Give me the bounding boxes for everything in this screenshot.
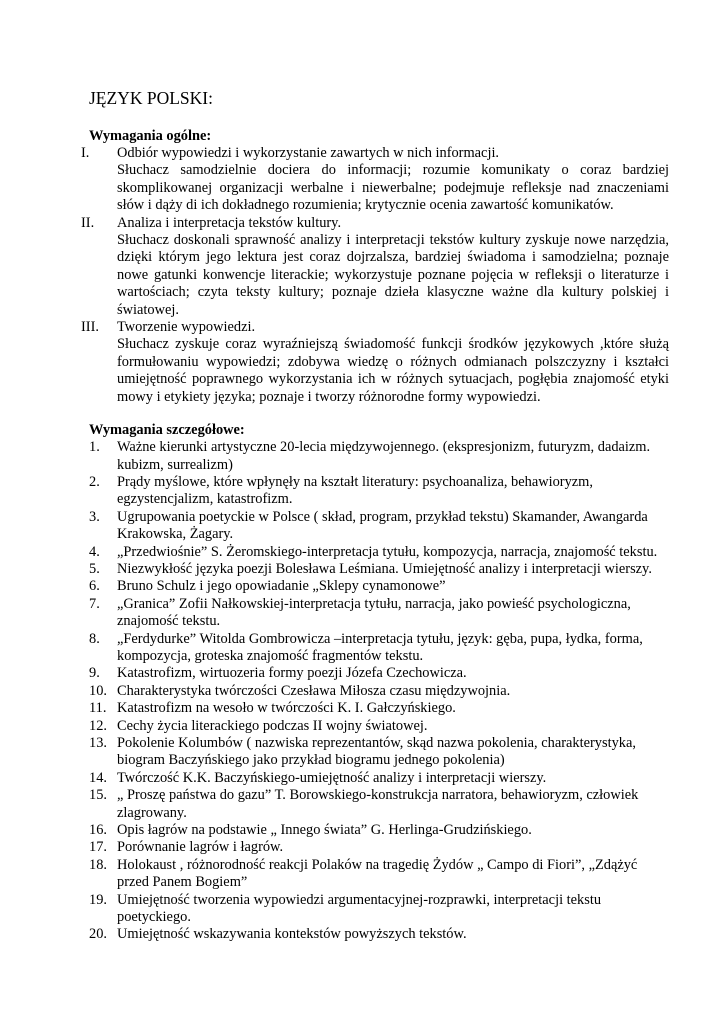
list-item — [89, 857, 669, 892]
item-title: Odbiór wypowiedzi i wykorzystanie zawartych w nich informacji. — [117, 145, 500, 161]
item-number: 4. — [89, 543, 100, 560]
item-text: Holokaust , różnorodność reakcji Polaków na tragedię Żydów „ Campo di Fiori”, „Zdążyć przed Panem Bogiem” — [117, 856, 638, 891]
item-number: 7. — [89, 595, 100, 612]
section-spacer — [89, 406, 669, 422]
item-text: „Przedwiośnie” S. Żeromskiego-interpretacja tytułu, kompozycja, narracja, znajomość tekstu. — [117, 543, 658, 560]
item-description: Słuchacz samodzielnie dociera do informacji; rozumie komunikaty o coraz bardziej skomplikowanej organizacji werbalne i niewerbalne; podejmuje refleksje nad znaczeniami słów i dąży di ich dokładnego rozumienia; krytycznie ocenia zawartość komunikatów. — [117, 162, 669, 214]
item-number: 20. — [89, 926, 107, 943]
item-text: Katastrofizm, wirtuozeria formy poezji Józefa Czechowicza. — [117, 665, 467, 682]
item-number: 2. — [89, 473, 100, 490]
item-text: Cechy życia literackiego podczas II wojny światowej. — [117, 717, 428, 734]
item-description: Słuchacz zyskuje coraz wyraźniejszą świadomość funkcji środków językowych ,które służą formułowaniu wypowiedzi; zdobywa wiedzę o różnych odmianach polszczyzny i kształci umiejętność poprawnego wykorzystania ich w różnych sytuacjach, pogłębia znajomość etyki mowy i etykiety języka; poznaje i tworzy różnorodne formy wypowiedzi. — [117, 336, 669, 405]
item-text: Bruno Schulz i jego opowiadanie „Sklepy cynamonowe” — [117, 578, 446, 595]
list-item — [89, 578, 669, 595]
general-requirement-item — [81, 145, 669, 215]
list-item — [89, 839, 669, 856]
document-page — [81, 88, 669, 944]
item-text: Niezwykłość języka poezji Bolesława Leśmiana. Umiejętność analizy i interpretacji wierszy. — [117, 560, 652, 577]
list-item — [89, 596, 669, 631]
item-text: „Granica” Zofii Nałkowskiej-interpretacja tytułu, narracja, jako powieść psychologiczna, znajomość tekstu. — [117, 595, 631, 630]
list-item — [89, 700, 669, 717]
item-number: 15. — [89, 787, 107, 804]
item-number: 17. — [89, 839, 107, 856]
item-text: Prądy myślowe, które wpłynęły na kształt literatury: psychoanaliza, behawioryzm, egzystencjalizm, katastrofizm. — [117, 473, 593, 508]
item-text: Ugrupowania poetyckie w Polsce ( skład, program, przykład tekstu) Skamander, Awangarda Krakowska, Żagary. — [117, 508, 648, 543]
item-number: 19. — [89, 891, 107, 908]
list-item — [89, 509, 669, 544]
item-number: 1. — [89, 439, 100, 456]
item-text: Ważne kierunki artystyczne 20-lecia międzywojennego. (ekspresjonizm, futuryzm, dadaizm. kubizm, surrealizm) — [117, 439, 651, 473]
list-item — [89, 631, 669, 666]
item-title: Tworzenie wypowiedzi. — [117, 319, 256, 336]
list-item — [89, 892, 669, 927]
item-number: II. — [81, 214, 95, 231]
general-requirements-heading: Wymagania ogólne: — [89, 128, 212, 144]
list-item — [89, 718, 669, 735]
item-number: 18. — [89, 856, 107, 873]
item-number: 10. — [89, 682, 107, 699]
item-text: „ Proszę państwa do gazu” T. Borowskiego-konstrukcja narratora, behawioryzm, człowiek zlagrowany. — [117, 787, 639, 821]
item-number: III. — [81, 319, 99, 336]
item-number: 6. — [89, 578, 100, 595]
item-number: 11. — [89, 700, 107, 717]
list-item — [89, 439, 669, 474]
item-text: Umiejętność wskazywania kontekstów powyższych tekstów. — [117, 926, 467, 943]
list-item — [89, 561, 669, 578]
item-number: 12. — [89, 717, 107, 734]
item-text: Umiejętność tworzenia wypowiedzi argumentacyjnej-rozprawki, interpretacji tekstu poetyckiego. — [117, 891, 602, 926]
item-text: Porównanie lagrów i łagrów. — [117, 839, 284, 856]
list-item — [89, 735, 669, 770]
list-item — [89, 665, 669, 682]
item-text: Pokolenie Kolumbów ( nazwiska reprezentantów, skąd nazwa pokolenia, charakterystyka, biogram Baczyńskiego jako przykład biogramu jednego pokolenia) — [117, 735, 636, 769]
item-description: Słuchacz doskonali sprawność analizy i interpretacji tekstów kultury zyskuje nowe narzędzia, dzięki którym jego lektura jest coraz dojrzalsza, bardziej świadoma i samodzielna; poznaje nowe gatunki konwencje literackie; wykorzystuje poznane pojęcia w refleksji o literaturze i wartościach; czyta teksty kultury; poznaje dzieła klasyczne ważne dla kultury polskiej i światowej. — [117, 232, 669, 318]
list-item — [89, 474, 669, 509]
item-number: 5. — [89, 560, 100, 577]
item-number: 8. — [89, 630, 100, 647]
list-item — [89, 822, 669, 839]
item-number: 14. — [89, 769, 107, 786]
item-number: I. — [81, 145, 90, 161]
item-number: 13. — [89, 735, 107, 751]
item-text: Twórczość K.K. Baczyńskiego-umiejętność analizy i interpretacji wierszy. — [117, 769, 547, 786]
item-text: Katastrofizm na wesoło w twórczości K. I. Gałczyńskiego. — [117, 700, 456, 717]
general-requirement-item — [81, 319, 669, 406]
item-text: Charakterystyka twórczości Czesława Miłosza czasu międzywojnia. — [117, 682, 511, 699]
item-number: 3. — [89, 508, 100, 525]
item-text: Opis łagrów na podstawie „ Innego świata” G. Herlinga-Grudzińskiego. — [117, 822, 532, 839]
item-text: „Ferdydurke” Witolda Gombrowicza –interpretacja tytułu, język: gęba, pupa, łydka, forma, kompozycja, groteska znajomość fragmentów tekstu. — [117, 630, 643, 664]
item-number: 9. — [89, 665, 100, 682]
list-item — [89, 926, 669, 943]
item-number: 16. — [89, 822, 107, 839]
general-requirements-list — [81, 145, 669, 406]
list-item — [89, 544, 669, 561]
item-title: Analiza i interpretacja tekstów kultury. — [117, 214, 342, 231]
detailed-requirements-list — [89, 439, 669, 944]
general-requirement-item — [81, 214, 669, 319]
list-item — [89, 770, 669, 787]
list-item — [89, 787, 669, 822]
detailed-requirements-heading: Wymagania szczegółowe: — [89, 422, 245, 439]
list-item — [89, 683, 669, 700]
document-title: JĘZYK POLSKI: — [89, 88, 213, 108]
